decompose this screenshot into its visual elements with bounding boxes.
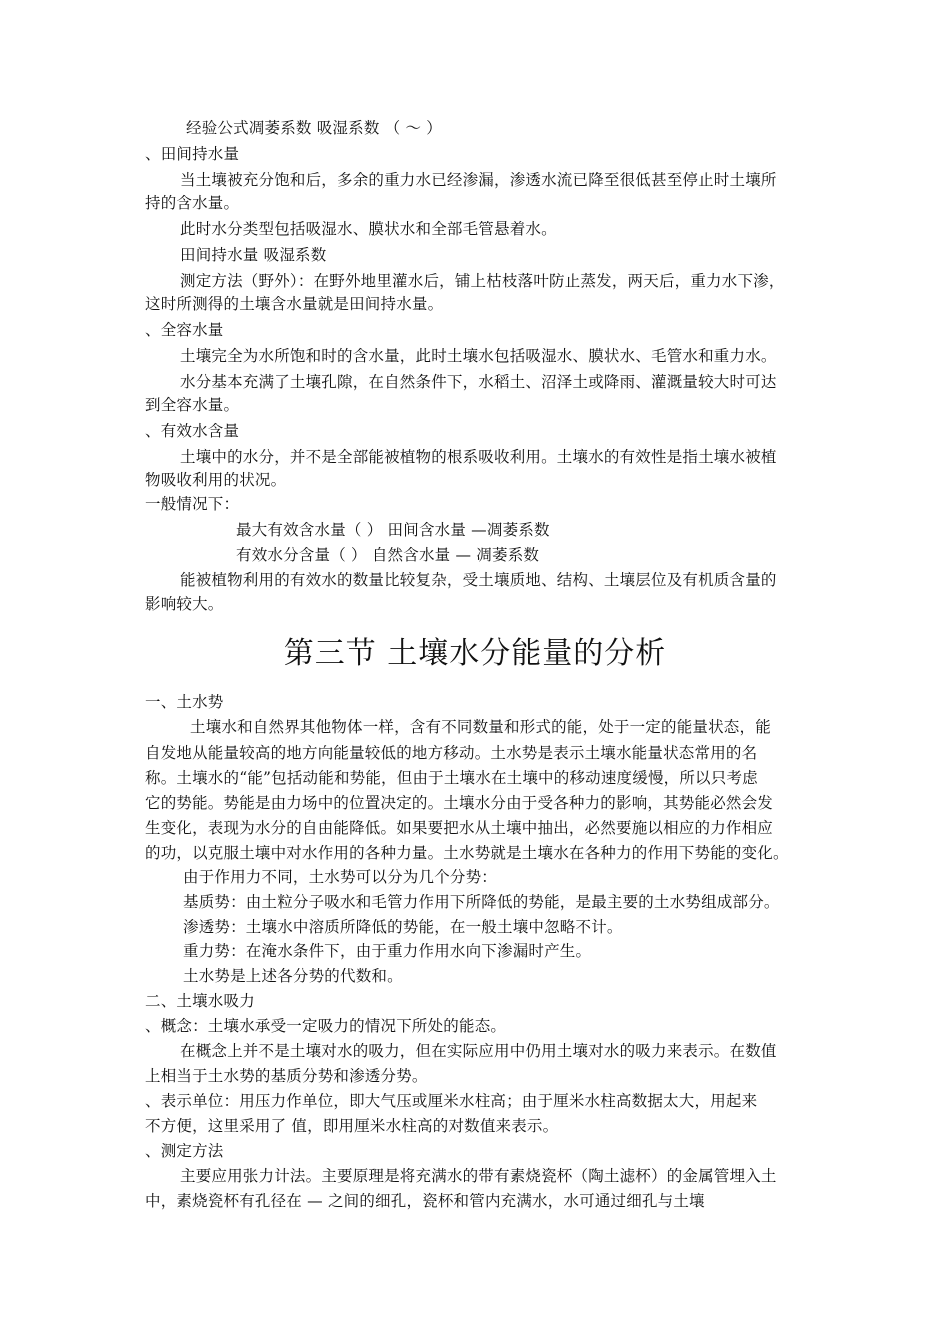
measurement-heading: 、测定方法 xyxy=(145,1142,224,1160)
paragraph-line: 在概念上并不是土壤对水的吸力，但在实际应用中仍用土壤对水的吸力来表示。在数值 xyxy=(180,1042,777,1060)
gravity-potential-line: 重力势：在淹水条件下，由于重力作用水向下渗漏时产生。 xyxy=(183,942,592,960)
heading-soil-water-suction: 二、土壤水吸力 xyxy=(145,992,255,1010)
paragraph-line: 生变化，表现为水分的自由能降低。如果要把水从土壤中抽出，必然要施以相应的力作相应 xyxy=(145,819,774,837)
paragraph-line: 持的含水量。 xyxy=(145,194,240,212)
paragraph-line: 它的势能。势能是由力场中的位置决定的。土壤水分由于受各种力的影响，其势能必然会发 xyxy=(145,794,774,812)
paragraph-line: 的功，以克服土壤中对水作用的各种力量。土水势就是土壤水在各种力的作用下势能的变化。 xyxy=(145,844,789,862)
paragraph-line: 水分基本充满了土壤孔隙，在自然条件下，水稻土、沼泽土或降雨、灌溉量较大时可达 xyxy=(180,373,777,391)
units-line: 、表示单位：用压力作单位，即大气压或厘米水柱高；由于厘米水柱高数据太大，用起来 xyxy=(145,1092,758,1110)
paragraph-line: 到全容水量。 xyxy=(145,396,240,414)
paragraph-line: 此时水分类型包括吸湿水、膜状水和全部毛管悬着水。 xyxy=(180,220,557,238)
paragraph-line: 能被植物利用的有效水的数量比较复杂，受土壤质地、结构、土壤层位及有机质含量的 xyxy=(180,571,777,589)
paragraph-line: 物吸收利用的状况。 xyxy=(145,471,287,489)
paragraph-line: 这时所测得的土壤含水量就是田间持水量。 xyxy=(145,295,444,313)
paragraph-line: 当土壤被充分饱和后，多余的重力水已经渗漏，渗透水流已降至很低甚至停止时土壤所 xyxy=(180,171,777,189)
formula-effective: 有效水分含量（ ） 自然含水量 — 凋萎系数 xyxy=(236,546,540,564)
paragraph-line: 主要应用张力计法。主要原理是将充满水的带有素烧瓷杯（陶土滤杯）的金属管埋入土 xyxy=(180,1167,777,1185)
paragraph-line: 称。土壤水的“能”包括动能和势能，但由于土壤水在土壤中的移动速度缓慢，所以只考虑 xyxy=(145,769,758,787)
paragraph-line: 上相当于土水势的基质分势和渗透分势。 xyxy=(145,1067,428,1085)
paragraph-line: 土壤完全为水所饱和时的含水量，此时土壤水包括吸湿水、膜状水、毛管水和重力水。 xyxy=(180,347,777,365)
paragraph-line: 影响较大。 xyxy=(145,595,224,613)
heading-field-capacity: 、田间持水量 xyxy=(145,145,240,163)
paragraph-line: 土壤中的水分，并不是全部能被植物的根系吸收利用。土壤水的有效性是指土壤水被植 xyxy=(180,448,777,466)
heading-total-capacity: 、全容水量 xyxy=(145,321,224,339)
osmotic-potential-line: 渗透势：土壤水中溶质所降低的势能，在一般土壤中忽略不计。 xyxy=(183,918,623,936)
paragraph-line: 土水势是上述各分势的代数和。 xyxy=(183,967,403,985)
paragraph-line: 测定方法（野外）：在野外地里灌水后，铺上枯枝落叶防止蒸发，两天后，重力水下渗， xyxy=(180,272,785,290)
heading-effective-water: 、有效水含量 xyxy=(145,422,240,440)
paragraph-line: 不方便，这里采用了 值，即用厘米水柱高的对数值来表示。 xyxy=(145,1117,559,1135)
concept-line: 、概念：土壤水承受一定吸力的情况下所处的能态。 xyxy=(145,1017,507,1035)
paragraph-line: 一般情况下： xyxy=(145,495,240,513)
formula-max-effective: 最大有效含水量（ ） 田间含水量 —凋萎系数 xyxy=(236,521,550,539)
formula-wilting-coefficient: 经验公式凋萎系数 吸湿系数 （ ～ ） xyxy=(186,119,443,137)
heading-soil-water-potential: 一、土水势 xyxy=(145,693,224,711)
paragraph-line: 田间持水量 吸湿系数 xyxy=(180,246,327,264)
paragraph-line: 由于作用力不同，土水势可以分为几个分势： xyxy=(183,868,498,886)
paragraph-line: 土壤水和自然界其他物体一样，含有不同数量和形式的能，处于一定的能量状态，能 xyxy=(190,718,771,736)
paragraph-line: 自发地从能量较高的地方向能量较低的地方移动。土水势是表示土壤水能量状态常用的名 xyxy=(145,744,758,762)
chapter-title: 第三节 土壤水分能量的分析 xyxy=(283,636,667,671)
matric-potential-line: 基质势：由土粒分子吸水和毛管力作用下所降低的势能，是最主要的土水势组成部分。 xyxy=(183,893,780,911)
paragraph-line: 中，素烧瓷杯有孔径在 — 之间的细孔，瓷杯和管内充满水，水可通过细孔与土壤 xyxy=(145,1192,705,1210)
